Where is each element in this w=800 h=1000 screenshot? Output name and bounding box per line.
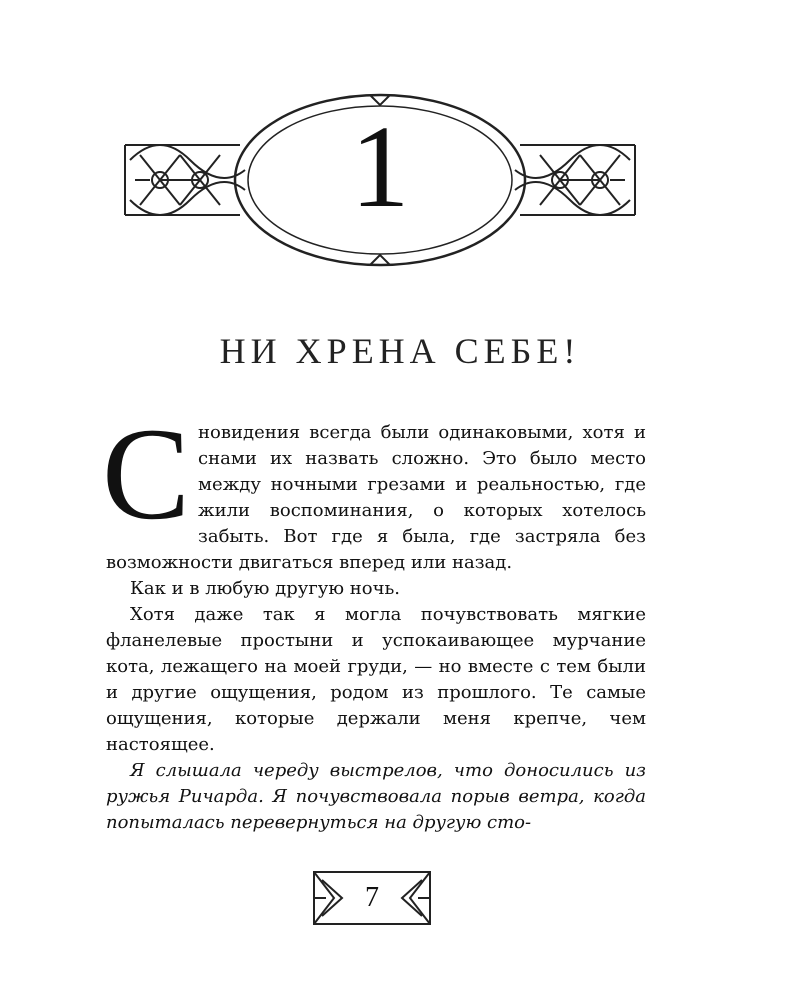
chapter-title: НИ ХРЕНА СЕБЕ! — [219, 331, 581, 371]
chapter-number: 1 — [350, 101, 410, 232]
paragraph-1-text: новидения всегда были одинаковыми, хотя и снами их назвать сложно. Это было место между ночными грезами и реальностью, где жили воспоминания, о которых хотелось забыть. Вот где я была, где застряла без возможности двигаться вперед или назад. — [106, 422, 646, 573]
paragraph-4: Я слышала череду выстрелов, что доносились из ружья Ричарда. Я почувствовала порыв ветра, когда попыталась перевернуться на другую сто- — [106, 760, 646, 833]
page-number: 7 — [365, 882, 379, 913]
paragraph-1 — [102, 400, 646, 576]
body-text — [102, 400, 646, 836]
drop-cap: С — [102, 400, 191, 547]
paragraph-3: Хотя даже так я могла почувствовать мягкие фланелевые простыни и успокаивающее мурчание кота, лежащего на моей груди, — но вместе с тем были и другие ощущения, родом из прошлого. Те самые ощущения, которые держали меня крепче, чем настоящее. — [106, 604, 646, 755]
paragraph-2: Как и в любую другую ночь. — [130, 578, 400, 599]
